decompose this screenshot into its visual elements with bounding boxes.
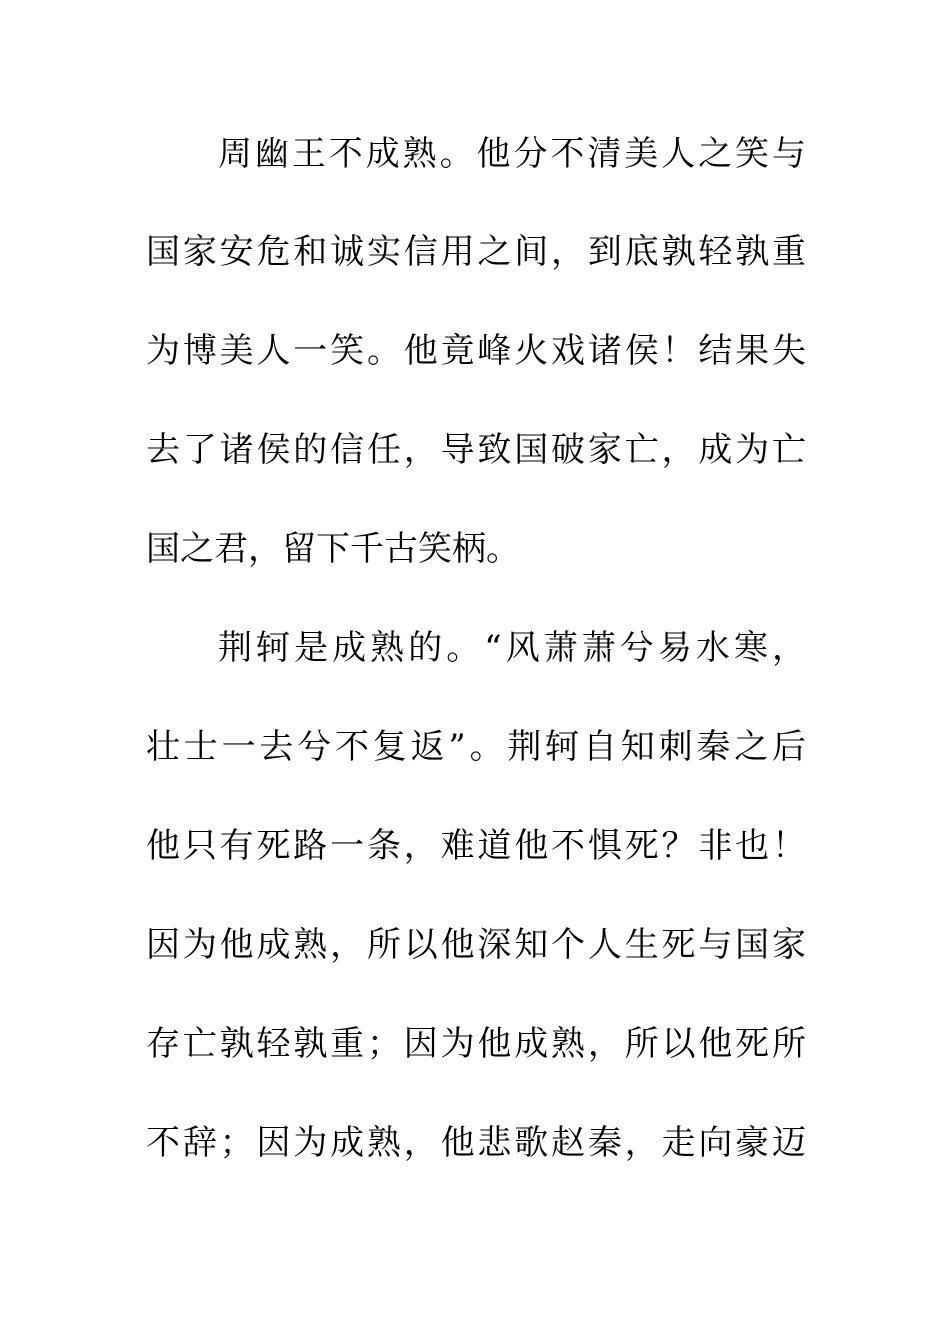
paragraph-2-line-4: 因为他成熟，所以他深知个人生死与国家: [146, 925, 806, 965]
paragraph-2-line-6: 不辞；因为成熟，他悲歌赵秦，走向豪迈: [146, 1123, 806, 1163]
paragraph-2-line-2: 壮士一去兮不复返”。荆轲自知刺秦之后: [146, 727, 806, 767]
paragraph-1-line-1: 周幽王不成熟。他分不清美人之笑与: [218, 134, 806, 174]
paragraph-2-line-5: 存亡孰轻孰重；因为他成熟，所以他死所: [146, 1024, 806, 1064]
paragraph-1-line-5: 国之君，留下千古笑柄。: [146, 529, 520, 569]
paragraph-2-line-1: 荆轲是成熟的。“风萧萧兮易水寒，: [218, 628, 806, 668]
paragraph-2-line-3: 他只有死路一条，难道他不惧死？非也！: [146, 826, 806, 866]
paragraph-1-line-2: 国家安危和诚实信用之间，到底孰轻孰重: [146, 232, 806, 272]
paragraph-1-line-3: 为博美人一笑。他竟峰火戏诸侯！结果失: [146, 331, 806, 371]
paragraph-1-line-4: 去了诸侯的信任，导致国破家亡，成为亡: [146, 430, 806, 470]
